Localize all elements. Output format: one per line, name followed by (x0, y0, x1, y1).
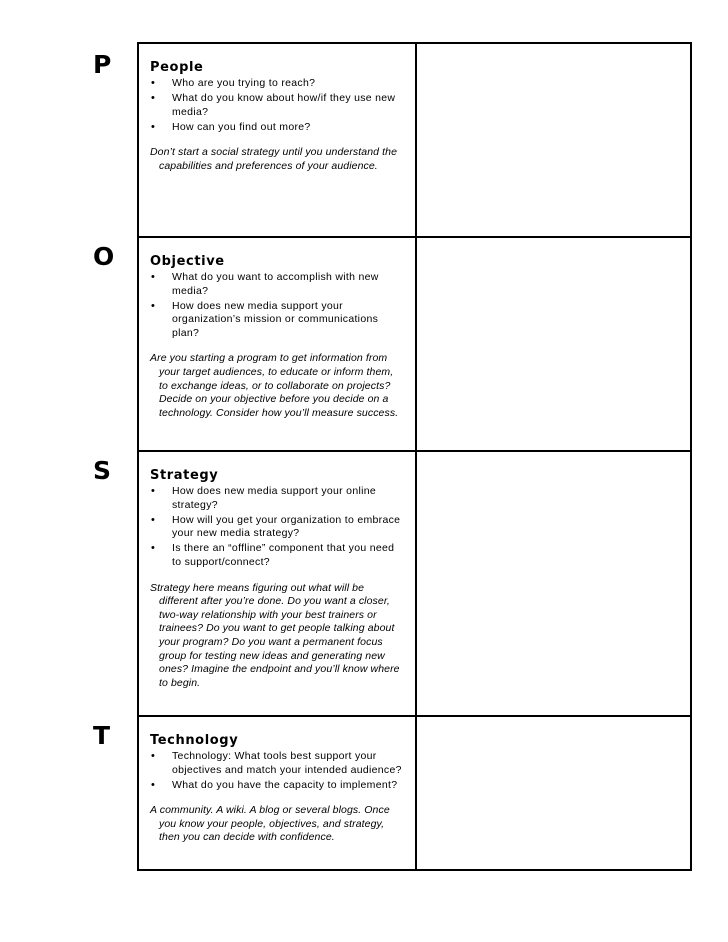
section-heading: Strategy (150, 468, 219, 483)
bullet-icon: • (151, 77, 156, 89)
section-heading: Objective (150, 254, 225, 269)
bullet-icon: • (151, 271, 156, 283)
bullet-icon: • (151, 513, 156, 526)
list-item: • Technology: What tools best support your objectives and match your intended audience? (151, 750, 402, 776)
section-note: Don’t start a social strategy until you understand the capabilities and preferences of your audience. (150, 146, 398, 172)
section-row-objective (87, 237, 691, 451)
section-heading: People (150, 60, 204, 75)
bullet-list (150, 77, 405, 134)
section-row-people (87, 43, 691, 237)
section-content-people (138, 43, 416, 237)
list-item: • Who are you trying to reach? (151, 77, 316, 89)
list-item: • How does new media support your online strategy? (151, 485, 377, 511)
section-note: Strategy here means figuring out what will be different after you’re done. Do you want a closer, two-way relationship with your best trainers or trainees? Do you want to get people talking about your program? Do you want a permanent focus group for testing new ideas and generating new ones? Imagine the endpoint and you’ll know where to begin. (150, 581, 400, 689)
section-note: Are you starting a program to get information from your target audiences, to educate or inform them, to exchange ideas, or to collaborate on projects? Decide on your objective before you decide on a technology. Consider how you’ll measure success. (150, 352, 399, 419)
post-worksheet-table (87, 42, 692, 871)
bullet-list (150, 485, 405, 570)
list-item: • What do you have the capacity to implement? (151, 778, 398, 791)
section-content-objective (138, 237, 416, 451)
section-content-strategy (138, 451, 416, 716)
list-item: • What do you want to accomplish with new media? (151, 271, 379, 297)
section-heading: Technology (150, 733, 239, 748)
section-letter-t: T (93, 721, 111, 750)
response-cell-technology (416, 716, 691, 870)
bullet-icon: • (151, 778, 156, 791)
bullet-icon: • (151, 120, 156, 133)
section-letter-s: S (93, 456, 112, 485)
bullet-icon: • (151, 485, 156, 497)
response-cell-people (416, 43, 691, 237)
list-item: • How will you get your organization to embrace your new media strategy? (151, 513, 401, 540)
list-item: • Is there an “offline” component that you need to support/connect? (151, 542, 395, 568)
response-cell-strategy (416, 451, 691, 716)
list-item: • What do you know about how/if they use new media? (151, 92, 396, 118)
bullet-list (150, 271, 405, 340)
bullet-icon: • (151, 750, 156, 762)
bullet-icon: • (151, 92, 156, 105)
list-item: • How does new media support your organization’s mission or communications plan? (151, 299, 379, 339)
section-row-strategy (87, 451, 691, 716)
list-item: • How can you find out more? (151, 120, 311, 133)
section-note: A community. A wiki. A blog or several blogs. Once you know your people, objectives, and strategy, then you can decide with confidence. (150, 804, 390, 844)
section-letter-o: O (93, 242, 115, 271)
bullet-list (150, 750, 405, 792)
section-row-technology (87, 716, 691, 870)
bullet-icon: • (151, 299, 156, 312)
bullet-icon: • (151, 542, 156, 555)
section-letter-p: P (93, 50, 112, 79)
response-cell-objective (416, 237, 691, 451)
section-content-technology (138, 716, 416, 870)
